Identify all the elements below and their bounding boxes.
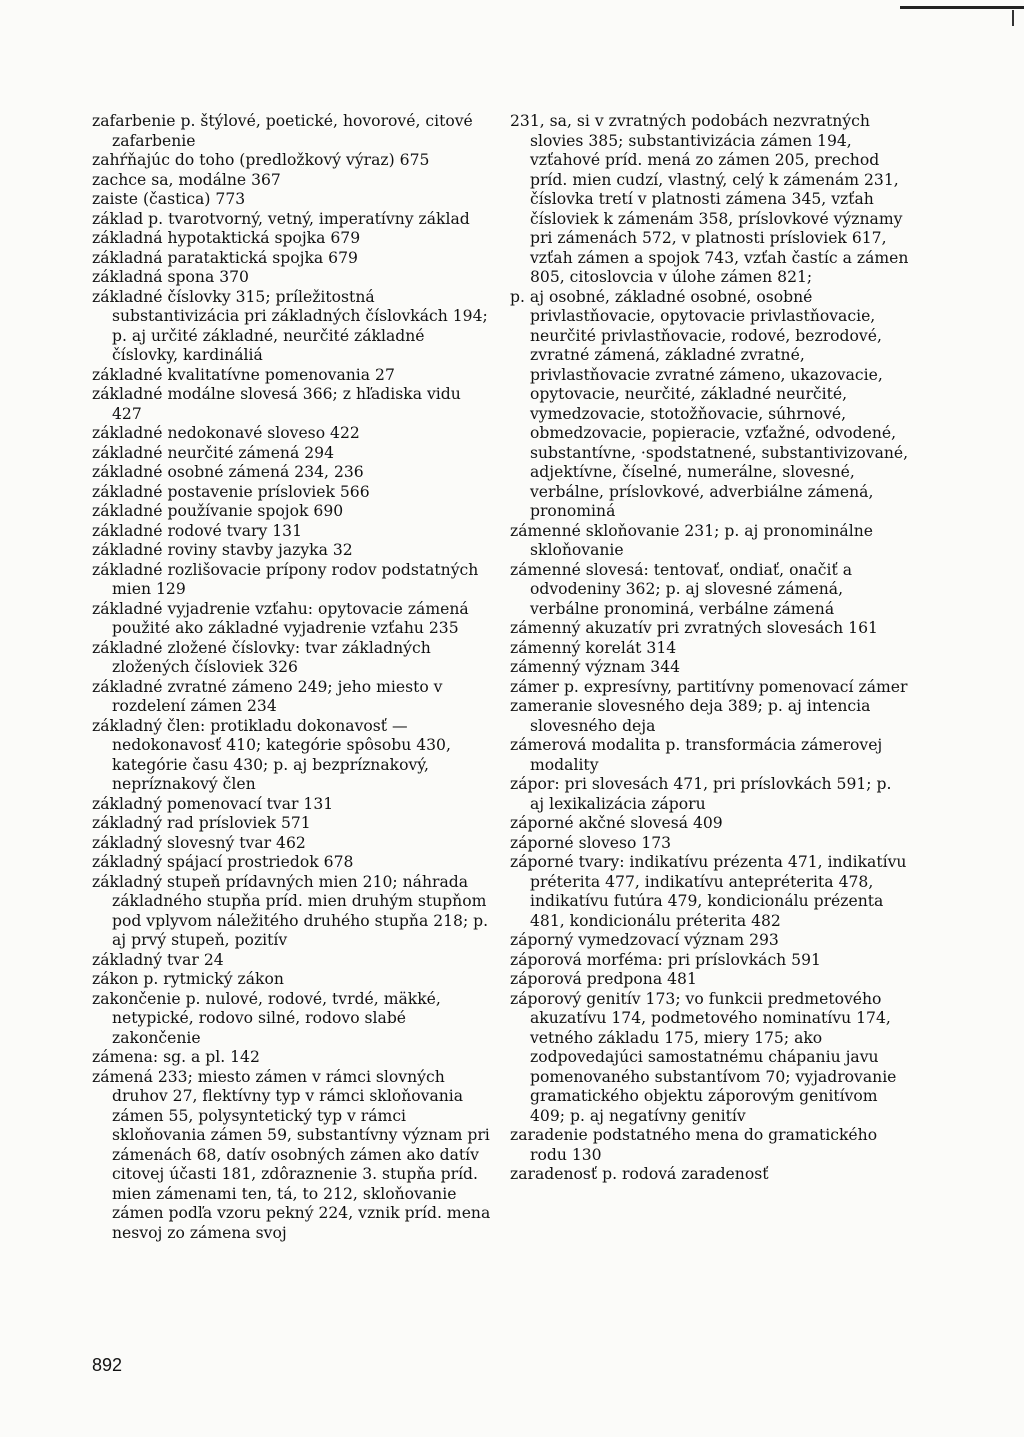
index-entry: základný člen: protikladu dokonavosť — nedokonavosť 410; kategórie spôsobu 430, kategórie času 430; p. aj bezpríznakový, nepríznakový člen xyxy=(92,716,451,793)
index-entry: záporová predpona 481 xyxy=(510,970,697,988)
index-entry: zámenné slovesá: tentovať, ondiať, onačiť a odvodeniny 362; p. aj slovesné zámená, verbálne pronominá, verbálne zámená xyxy=(510,560,853,618)
index-entry: zakončenie p. nulové, rodové, tvrdé, mäkké, netypické, rodovo silné, rodovo slabé zakončenie xyxy=(92,989,441,1047)
index-entry: záporné sloveso 173 xyxy=(510,833,672,852)
index-entry: zaradenie podstatného mena do gramatického rodu 130 xyxy=(510,1126,878,1164)
index-entry: základná parataktická spojka 679 xyxy=(92,248,358,267)
top-rule xyxy=(900,6,1024,9)
index-entry: záporová morféma: pri príslovkách 591 xyxy=(510,950,821,969)
index-entry: základné roviny stavby jazyka 32 xyxy=(92,541,353,559)
index-entry: záporné akčné slovesá 409 xyxy=(510,814,723,832)
index-entry: záporné tvary: indikatívu prézenta 471, indikatívu préterita 477, indikatívu antepréterita 478, indikatívu futúra 479, kondicionálu prézenta 481, kondicionálu préterita 482 xyxy=(510,853,907,930)
index-entry: zámena: sg. a pl. 142 xyxy=(92,1048,260,1066)
index-entry: základný spájací prostriedok 678 xyxy=(92,853,354,871)
index-entry: základné zvratné zámeno 249; jeho miesto v rozdelení zámen 234 xyxy=(92,677,443,715)
right-column xyxy=(510,112,910,1185)
index-entry: 231, sa, si v zvratných podobách nezvratných slovies 385; substantivizácia zámen 194, vzťahové príd. mená zo zámen 205, prechod príd. mien cudzí, vlastný, celý k zámenám 231, číslovka tretí v platnosti zámena 345, vzťah čísloviek k zámenám 358, príslovkové významy pri zámenách 572, v platnosti prísloviek 617, vzťah zámen a spojok 743, vzťah častíc a zámen 805, citoslovcia v úlohe zámen 821; xyxy=(510,112,909,286)
index-entry: základné používanie spojok 690 xyxy=(92,502,344,520)
index-entry: zameranie slovesného deja 389; p. aj intencia slovesného deja xyxy=(510,697,871,735)
index-entry: základná spona 370 xyxy=(92,268,249,286)
index-entry: základná hypotaktická spojka 679 xyxy=(92,229,361,247)
index-entry: základné rozlišovacie prípony rodov podstatných mien 129 xyxy=(92,560,479,598)
index-entry: záporný vymedzovací význam 293 xyxy=(510,931,779,949)
index-entry: zámer p. expresívny, partitívny pomenovací zámer xyxy=(510,677,908,696)
index-entry: zámerová modalita p. transformácia zámerovej modality xyxy=(510,736,883,774)
left-column xyxy=(92,112,492,1243)
index-entry: základný stupeň prídavných mien 210; náhrada základného stupňa príd. mien druhým stupňom pod vplyvom náležitého druhého stupňa 218; p. aj prvý stupeň, pozitív xyxy=(92,872,489,949)
index-entry: základné nedokonavé sloveso 422 xyxy=(92,424,360,442)
index-entry: zápor: pri slovesách 471, pri príslovkách 591; p. aj lexikalizácia záporu xyxy=(510,775,892,813)
index-entry: zaiste (častica) 773 xyxy=(92,190,246,208)
index-entry: základný pomenovací tvar 131 xyxy=(92,794,334,813)
index-entry: záporový genitív 173; vo funkcii predmetového akuzatívu 174, podmetového nominatívu 174, vetného základu 175, miery 175; ako zodpovedajúci samostatnému chápaniu javu pomenovaného substantívom 70; vyjadrovanie gramatického objektu záporovým genitívom 409; p. aj negatívny genitív xyxy=(510,989,897,1125)
index-entry: základný slovesný tvar 462 xyxy=(92,833,306,852)
index-entry: základné vyjadrenie vzťahu: opytovacie zámená použité ako základné vyjadrenie vzťahu 235 xyxy=(92,599,469,637)
index-entry: základné číslovky 315; príležitostná substantivizácia pri základných číslovkách 194; p. aj určité základné, neurčité základné číslovky, kardináliá xyxy=(92,287,488,364)
index-entry: zámenný korelát 314 xyxy=(510,638,677,657)
index-entry: zámenný akuzatív pri zvratných slovesách 161 xyxy=(510,619,878,637)
index-entry: zaradenosť p. rodová zaradenosť xyxy=(510,1165,769,1183)
page-number: 892 xyxy=(92,1355,123,1375)
index-entry: základné osobné zámená 234, 236 xyxy=(92,463,364,481)
index-entry: základný rad prísloviek 571 xyxy=(92,814,311,832)
index-entry: zámenné skloňovanie 231; p. aj pronominálne skloňovanie xyxy=(510,521,873,559)
index-entry: základné rodové tvary 131 xyxy=(92,521,303,540)
index-entry: zámená 233; miesto zámen v rámci slovných druhov 27, flektívny typ v rámci skloňovania zámen 55, polysyntetický typ v rámci skloňovania zámen 59, substantívny význam pri zámenách 68, datív osobných zámen ako datív citovej účasti 181, zdôraznenie 3. stupňa príd. mien zámenami ten, tá, to 212, skloňovanie zámen podľa vzoru pekný 224, vznik príd. mena nesvoj zo zámena svoj xyxy=(92,1067,491,1242)
index-entry: p. aj osobné, základné osobné, osobné privlastňovacie, opytovacie privlastňovacie, neurčité privlastňovacie, rodové, bezrodové, zvratné zámená, základné zvratné, privlastňovacie zvratné zámeno, ukazovacie, opytovacie, neurčité, základné neurčité, vymedzovacie, stotožňovacie, súhrnové, obmedzovacie, popieracie, vzťažné, odvodené, substantívne, ·spodstatnené, substantivizované, adjektívne, číselné, numerálne, slovesné, verbálne, príslovkové, adverbiálne zámená, pronominá xyxy=(510,287,909,520)
index-entry: základ p. tvarotvorný, vetný, imperatívny základ xyxy=(92,209,470,228)
index-entry: zachce sa, modálne 367 xyxy=(92,170,281,189)
index-entry: základné modálne slovesá 366; z hľadiska vidu 427 xyxy=(92,385,461,423)
index-entry: základný tvar 24 xyxy=(92,950,224,969)
index-entry: základné kvalitatívne pomenovania 27 xyxy=(92,365,395,384)
index-entry: základné zložené číslovky: tvar základných zložených čísloviek 326 xyxy=(92,638,431,676)
index-entry: zahŕňajúc do toho (predložkový výraz) 675 xyxy=(92,151,430,169)
index-entry: zafarbenie p. štýlové, poetické, hovorové, citové zafarbenie xyxy=(92,112,473,150)
top-rule-tick xyxy=(1012,10,1014,26)
index-entry: základné neurčité zámená 294 xyxy=(92,443,334,462)
index-entry: zámenný význam 344 xyxy=(510,658,681,676)
index-entry: základné postavenie prísloviek 566 xyxy=(92,482,370,501)
index-entry: zákon p. rytmický zákon xyxy=(92,970,284,988)
